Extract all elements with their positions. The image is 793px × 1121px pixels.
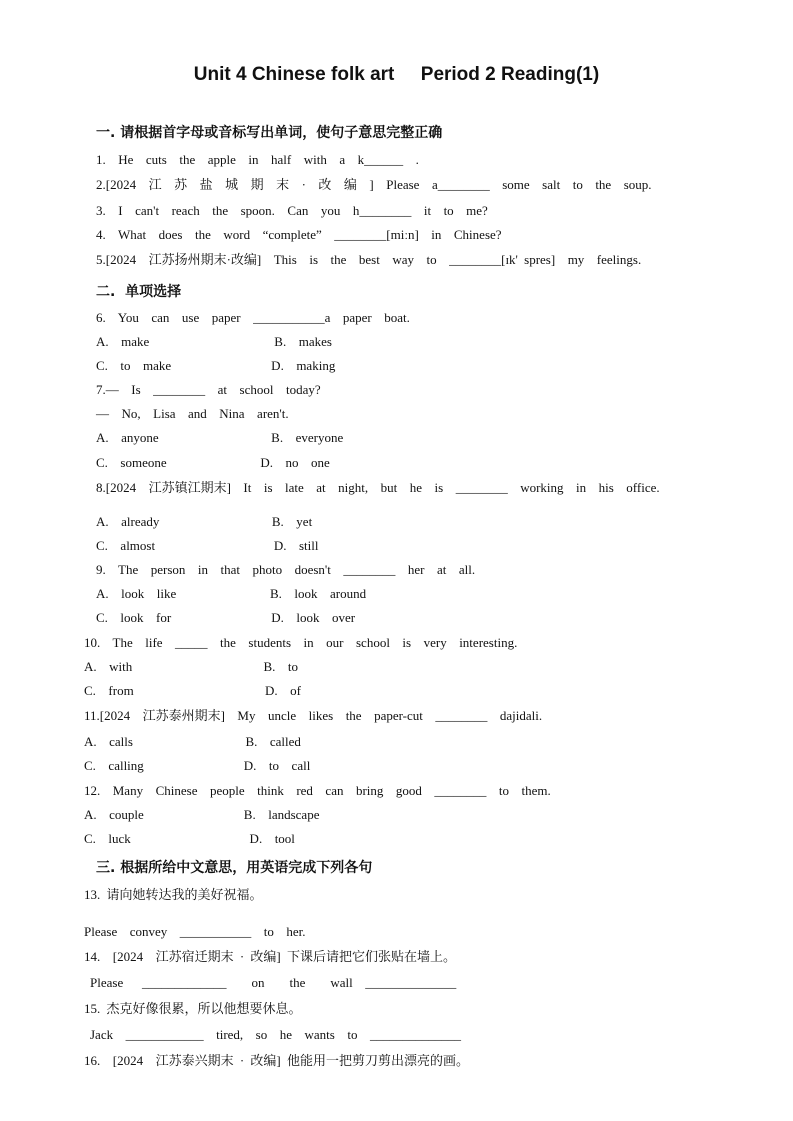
question-9: 9. The person in that photo doesn't ________ her at all. — [96, 562, 476, 577]
question-16-chinese: 16. [2024 江苏泰兴期末 · 改编] 他能用一把剪刀剪出漂亮的画。 — [84, 1053, 469, 1068]
question-8: 8.[2024 江苏镇江期末] It is late at night, but he is ________ working in his office. — [96, 480, 660, 495]
question-2: 2.[2024 江 苏 盐 城 期 末 · 改 编 ] Please a________ some salt to the soup. — [96, 177, 652, 192]
question-7-options-cd: C. someone D. no one — [96, 455, 330, 470]
question-3: 3. I can't reach the spoon. Can you h________ it to me? — [96, 203, 488, 218]
question-7-reply: — No, Lisa and Nina aren't. — [96, 406, 289, 421]
question-11-options-cd: C. calling D. to call — [84, 758, 311, 773]
section-3-heading: 三. 根据所给中文意思，用英语完成下列各句 — [96, 860, 373, 876]
section-2-heading: 二. 单项选择 — [96, 284, 182, 300]
question-6-options-cd: C. to make D. making — [96, 358, 336, 373]
question-15-english: Jack ____________ tired, so he wants to ______________ — [90, 1027, 461, 1042]
question-10-options-cd: C. from D. of — [84, 683, 301, 698]
question-12: 12. Many Chinese people think red can bring good ________ to them. — [84, 783, 551, 798]
question-6-options-ab: A. make B. makes — [96, 334, 332, 349]
question-13-chinese: 13. 请向她转达我的美好祝福。 — [84, 887, 263, 902]
question-10: 10. The life _____ the students in our school is very interesting. — [84, 635, 518, 650]
question-5: 5.[2024 江苏扬州期末·改编] This is the best way to ________[ɪk' spres] my feelings. — [96, 252, 642, 267]
question-10-options-ab: A. with B. to — [84, 659, 299, 674]
question-1: 1. He cuts the apple in half with a k______ . — [96, 152, 419, 167]
question-15-chinese: 15. 杰克好像很累，所以他想要休息。 — [84, 1001, 302, 1016]
question-11-options-ab: A. calls B. called — [84, 734, 301, 749]
question-14-english: Please _____________ on the wall ______________ — [90, 975, 457, 990]
question-8-options-ab: A. already B. yet — [96, 514, 313, 529]
question-11: 11.[2024 江苏泰州期末] My uncle likes the paper-cut ________ dajidali. — [84, 708, 543, 723]
question-7: 7.— Is ________ at school today? — [96, 382, 321, 397]
question-12-options-cd: C. luck D. tool — [84, 831, 295, 846]
question-14-chinese: 14. [2024 江苏宿迁期末 · 改编] 下课后请把它们张贴在墙上。 — [84, 949, 456, 964]
page-title: Unit 4 Chinese folk art Period 2 Reading(1) — [193, 64, 600, 85]
question-4: 4. What does the word “complete” ________[miːn] in Chinese? — [96, 227, 502, 242]
question-9-options-cd: C. look for D. look over — [96, 610, 356, 625]
question-13-english: Please convey ___________ to her. — [84, 924, 306, 939]
question-12-options-ab: A. couple B. landscape — [84, 807, 320, 822]
section-1-heading: 一. 请根据首字母或音标写出单词，使句子意思完整正确 — [96, 125, 443, 141]
question-9-options-ab: A. look like B. look around — [96, 586, 367, 601]
question-7-options-ab: A. anyone B. everyone — [96, 430, 344, 445]
question-6: 6. You can use paper ___________a paper boat. — [96, 310, 410, 325]
question-8-options-cd: C. almost D. still — [96, 538, 319, 553]
